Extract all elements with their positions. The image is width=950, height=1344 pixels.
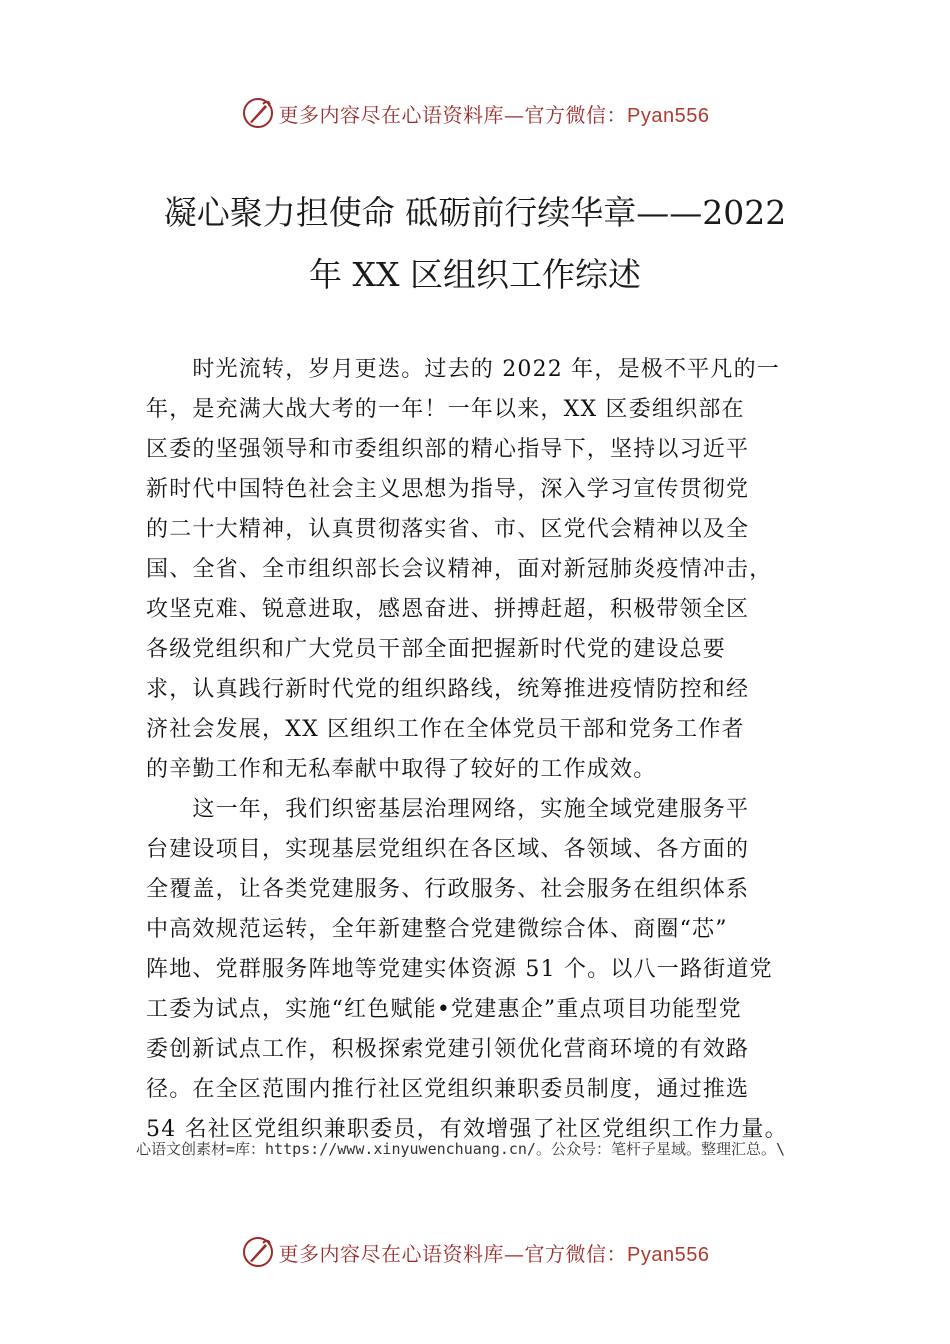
paragraph-1 [146, 350, 826, 790]
text-line: 攻坚克难、锐意进取，感恩奋进、拼搏赶超，积极带领全区 [146, 597, 750, 622]
banner-wechat-id: Pyan556 [627, 1243, 710, 1266]
text-line: 这一年，我们织密基层治理网络，实施全域党建服务平 [146, 797, 750, 822]
text-line: 工委为试点，实施“红色赋能•党建惠企”重点项目功能型党 [146, 997, 742, 1022]
text-line: 的二十大精神，认真贯彻落实省、市、区党代会精神以及全 [146, 517, 750, 542]
header-banner [0, 96, 950, 130]
banner-main-text: 更多内容尽在心语资料库—官方微信： [278, 1241, 628, 1266]
quill-pen-logo-icon [241, 96, 275, 130]
footer-banner [0, 1235, 950, 1269]
text-line: 台建设项目，实现基层党组织在各区域、各领域、各方面的 [146, 837, 750, 862]
page-title [120, 182, 830, 306]
banner-text [279, 99, 710, 128]
text-line: 求，认真践行新时代党的组织路线，统筹推进疫情防控和经 [146, 677, 750, 702]
text-line: 全覆盖，让各类党建服务、行政服务、社会服务在组织体系 [146, 877, 750, 902]
text-line: 54 名社区党组织兼职委员，有效增强了社区党组织工作力量。 [146, 1117, 788, 1142]
text-line: 各级党组织和广大党员干部全面把握新时代党的建设总要 [146, 637, 727, 662]
text-line: 时光流转，岁月更迭。过去的 2022 年，是极不平凡的一 [146, 357, 780, 382]
text-line: 年，是充满大战大考的一年！一年以来，XX 区委组织部在 [146, 397, 745, 422]
paragraph-2 [146, 790, 826, 1150]
banner-wechat-id: Pyan556 [627, 104, 710, 127]
text-line: 新时代中国特色社会主义思想为指导，深入学习宣传贯彻党 [146, 477, 750, 502]
banner-main-text: 更多内容尽在心语资料库—官方微信： [278, 102, 628, 127]
text-line: 委创新试点工作，积极探索党建引领优化营商环境的有效路 [146, 1037, 750, 1062]
text-line: 的辛勤工作和无私奉献中取得了较好的工作成效。 [146, 757, 657, 782]
title-line-1: 凝心聚力担使命 砥砺前行续华章——2022 [163, 193, 787, 232]
quill-pen-logo-icon [241, 1235, 275, 1269]
text-line: 阵地、党群服务阵地等党建实体资源 51 个。以八一路街道党 [146, 957, 773, 982]
text-line: 济社会发展，XX 区组织工作在全体党员干部和党务工作者 [146, 717, 745, 742]
text-line: 中高效规范运转，全年新建整合党建微综合体、商圈“芯” [146, 917, 728, 942]
banner-text [279, 1238, 710, 1267]
text-line: 国、全省、全市组织部长会议精神，面对新冠肺炎疫情冲击， [146, 557, 773, 582]
text-line: 径。在全区范围内推行社区党组织兼职委员制度，通过推选 [146, 1077, 750, 1102]
title-line-2: 年 XX 区组织工作综述 [309, 255, 641, 294]
text-line: 区委的坚强领导和市委组织部的精心指导下，坚持以习近平 [146, 437, 750, 462]
footer-source-note: 心语文创素材=库：https://www.xinyuwenchuang.cn/。公众号：笔杆子星域。整理汇总。\ [136, 1140, 785, 1158]
